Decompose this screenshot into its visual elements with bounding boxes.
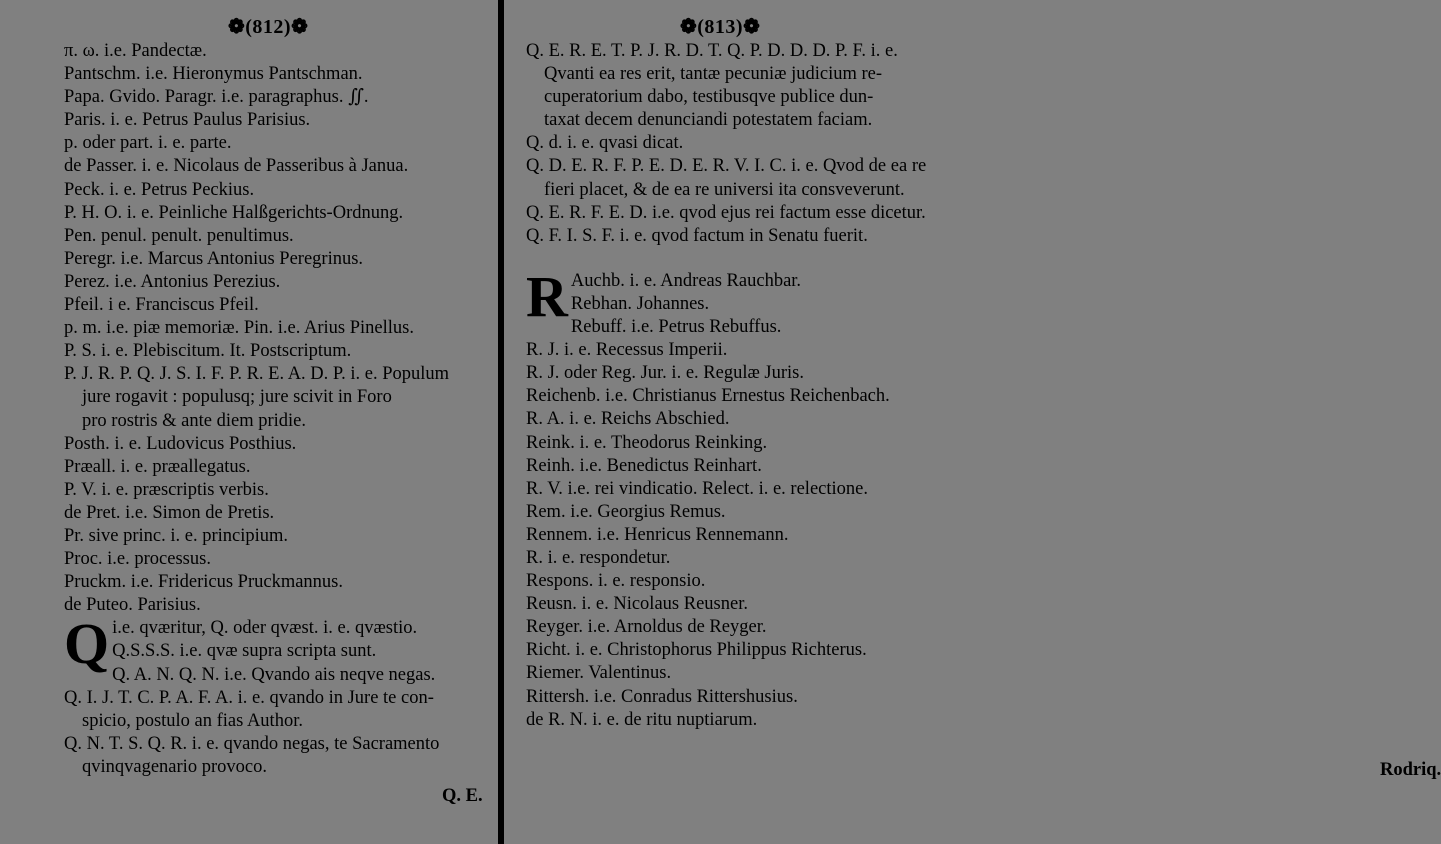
entry-continuation: Qvanti ea res erit, tantæ pecuniæ judicium re- bbox=[544, 64, 883, 85]
entry-line: P. V. i. e. præscriptis verbis. bbox=[64, 479, 269, 500]
entry-line: Rennem. i.e. Henricus Rennemann. bbox=[526, 524, 789, 545]
entry-line: Posth. i. e. Ludovicus Posthius. bbox=[64, 433, 297, 454]
entry-line: P. J. R. P. Q. J. S. I. F. P. R. E. A. D. P. i. e. Populum bbox=[64, 364, 450, 385]
entry-line: Q. I. J. T. C. P. A. F. A. i. e. qvando in Jure te con- bbox=[64, 687, 434, 708]
entry-line: Peck. i. e. Petrus Peckius. bbox=[64, 179, 255, 200]
left-page bbox=[0, 0, 500, 844]
entry-line: p. m. i.e. piæ memoriæ. Pin. i.e. Arius Pinellus. bbox=[64, 318, 414, 339]
drop-cap: R bbox=[526, 263, 568, 329]
entry-line: Q. d. i. e. qvasi dicat. bbox=[526, 133, 684, 154]
entry-line: Proc. i.e. processus. bbox=[64, 549, 211, 570]
entry-continuation: jure rogavit : populusq; jure scivit in Foro bbox=[82, 387, 392, 408]
entry-line: de Passer. i. e. Nicolaus de Passeribus à Janua. bbox=[64, 156, 409, 177]
entry-continuation: spicio, postulo an fias Author. bbox=[82, 710, 303, 731]
entry-line: Rittersh. i.e. Conradus Rittershusius. bbox=[526, 686, 798, 707]
entry-line: Perez. i.e. Antonius Perezius. bbox=[64, 271, 281, 292]
entry-line: Reyger. i.e. Arnoldus de Reyger. bbox=[526, 617, 767, 638]
entry-line: Q. F. I. S. F. i. e. qvod factum in Senatu fuerit. bbox=[526, 225, 868, 246]
entry-line: R. V. i.e. rei vindicatio. Relect. i. e. relectione. bbox=[526, 478, 868, 499]
entry-line: R. A. i. e. Reichs Abschied. bbox=[526, 409, 730, 430]
entry-line: Rem. i.e. Georgius Remus. bbox=[526, 501, 726, 522]
entry-line: Reinh. i.e. Benedictus Reinhart. bbox=[526, 455, 762, 476]
entry-line: Paris. i. e. Petrus Paulus Parisius. bbox=[64, 110, 311, 131]
entry-line: Q. N. T. S. Q. R. i. e. qvando negas, te Sacramento bbox=[64, 733, 440, 754]
entry-line: Pantschm. i.e. Hieronymus Pantschman. bbox=[64, 64, 363, 85]
entry-line: p. oder part. i. e. parte. bbox=[64, 133, 232, 154]
entry-continuation: taxat decem denunciandi potestatem faciam. bbox=[544, 110, 873, 131]
entry-line: Richt. i. e. Christophorus Philippus Richterus. bbox=[526, 640, 867, 661]
entry-line: Q. D. E. R. F. P. E. D. E. R. V. I. C. i. e. Qvod de ea re bbox=[526, 156, 927, 177]
entry-line: de Pret. i.e. Simon de Pretis. bbox=[64, 502, 275, 523]
entry-line: R. J. i. e. Recessus Imperii. bbox=[526, 340, 728, 361]
section-gap bbox=[526, 248, 1000, 270]
catchword: Q. E. bbox=[442, 786, 483, 806]
entry-continuation: fieri placet, & de ea re universi ita consveverunt. bbox=[544, 179, 905, 200]
entry-line: P. H. O. i. e. Peinliche Halßgerichts-Ordnung. bbox=[64, 202, 404, 223]
entry-line: Pruckm. i.e. Fridericus Pruckmannus. bbox=[64, 572, 343, 593]
entry-line: Pr. sive princ. i. e. principium. bbox=[64, 525, 289, 546]
entry-list bbox=[64, 40, 500, 779]
entry-line: Pfeil. i e. Franciscus Pfeil. bbox=[64, 295, 259, 316]
entry-line: Respons. i. e. responsio. bbox=[526, 571, 706, 592]
entry-line: π. ω. i.e. Pandectæ. bbox=[64, 41, 207, 61]
right-page bbox=[508, 0, 1441, 844]
entry-line: R. J. oder Reg. Jur. i. e. Regulæ Juris. bbox=[526, 363, 805, 384]
entry-line: Q.S.S.S. i.e. qvæ supra scripta sunt. bbox=[112, 641, 377, 662]
entry-line: Rebuff. i.e. Petrus Rebuffus. bbox=[570, 317, 782, 338]
page-number: ❁(813)❁ bbox=[680, 16, 761, 38]
entry-list bbox=[526, 40, 1000, 732]
entry-continuation: cuperatorium dabo, testibusqve publice dun- bbox=[544, 87, 874, 108]
entry-line: de R. N. i. e. de ritu nuptiarum. bbox=[526, 709, 758, 730]
entry-line: Q. A. N. Q. N. i.e. Qvando ais neqve negas. bbox=[112, 664, 436, 685]
entry-line: Reichenb. i.e. Christianus Ernestus Reichenbach. bbox=[526, 386, 890, 407]
entry-line: Rebhan. Johannes. bbox=[570, 293, 710, 314]
entry-line: Riemer. Valentinus. bbox=[526, 663, 672, 684]
entry-continuation: qvinqvagenario provoco. bbox=[82, 756, 267, 777]
entry-continuation: pro rostris & ante diem pridie. bbox=[82, 410, 307, 431]
entry-line: Q. E. R. E. T. P. J. R. D. T. Q. P. D. D. D. P. F. i. e. bbox=[526, 41, 898, 61]
drop-cap: Q bbox=[64, 611, 110, 677]
entry-line: Præall. i. e. præallegatus. bbox=[64, 456, 251, 477]
entry-line: de Puteo. Parisius. bbox=[64, 595, 201, 616]
entry-line: R. i. e. respondetur. bbox=[526, 547, 671, 568]
entry-line: Q. E. R. F. E. D. i.e. qvod ejus rei factum esse dicetur. bbox=[526, 202, 926, 223]
entry-line: Papa. Gvido. Paragr. i.e. paragraphus. ∬. bbox=[64, 87, 369, 108]
entry-line: Auchb. i. e. Andreas Rauchbar. bbox=[570, 270, 802, 291]
entry-line: Reusn. i. e. Nicolaus Reusner. bbox=[526, 594, 748, 615]
entry-line: Reink. i. e. Theodorus Reinking. bbox=[526, 432, 768, 453]
entry-line: i.e. qværitur, Q. oder qvæst. i. e. qvæstio. bbox=[112, 618, 418, 639]
catchword: Rodriq. bbox=[1380, 760, 1441, 780]
entry-line: Pen. penul. penult. penultimus. bbox=[64, 225, 294, 246]
page-number: ❁(812)❁ bbox=[228, 16, 309, 38]
entry-line: Peregr. i.e. Marcus Antonius Peregrinus. bbox=[64, 248, 364, 269]
entry-line: P. S. i. e. Plebiscitum. It. Postscriptum. bbox=[64, 341, 352, 362]
